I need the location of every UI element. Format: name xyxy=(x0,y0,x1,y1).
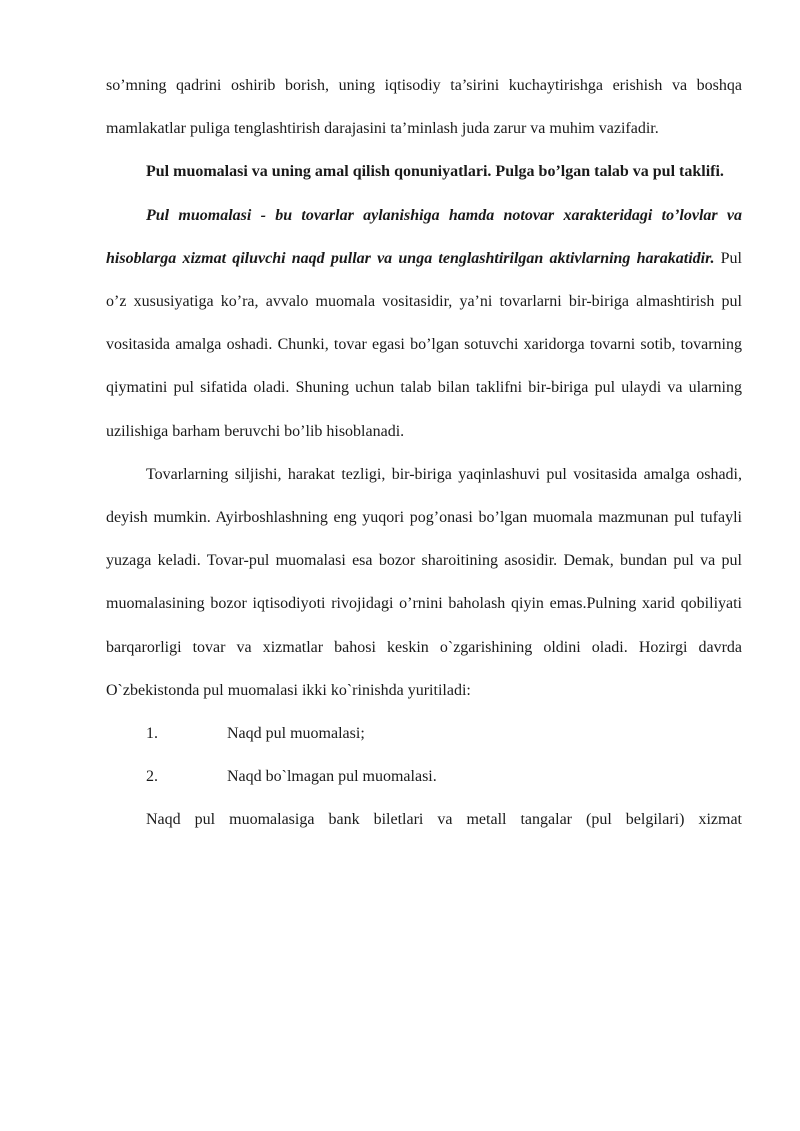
document-body xyxy=(106,64,742,842)
list-text: Naqd bo`lmagan pul muomalasi. xyxy=(227,768,437,786)
paragraph-circulation: Tovarlarning siljishi, harakat tezligi, bir-biriga yaqinlashuvi pul vositasida amalga oshadi, deyish mumkin. Ayirboshlashning eng yuqori pog’onasi bo’lgan muomala mazmunan pul tufayli yuzaga keladi. Tovar-pul muomalasi esa bozor sharoitining asosidir. Demak, bundan pul va pul muomalasining bozor iqtisodiyoti rivojidagi o’rnini baholash qiyin emas.Pulning xarid qobiliyati barqarorligi tovar va xizmatlar bahosi keskin o`zgarishining oldini oladi. Hozirgi davrda O`zbekistonda pul muomalasi ikki ko`rinishda yuritiladi: xyxy=(106,465,742,699)
list-item xyxy=(106,755,742,798)
list-text: Naqd pul muomalasi; xyxy=(227,725,365,743)
definition-continuation: Pul o’z xususiyatiga ko’ra, avvalo muomala vositasidir, ya’ni tovarlarni bir-biriga almashtirish pul vositasida amalga oshadi. Chunki, tovar egasi bo’lgan sotuvchi xaridorga tovarni sotib, tovarning qiymatini pul sifatida oladi. Shuning uchun talab bilan taklifni bir-biriga pul ulaydi va ularning uzilishiga barham beruvchi bo’lib hisoblanadi. xyxy=(106,249,743,440)
definition-text: Pul muomalasi - bu tovarlar aylanishiga hamda notovar xarakteridagi to’lovlar va hisoblarga xizmat qiluvchi naqd pullar va unga tenglashtirilgan aktivlarning harakatidir. xyxy=(106,206,742,267)
paragraph-cash: Naqd pul muomalasiga bank biletlari va metall tangalar (pul belgilari) xizmat xyxy=(146,811,742,829)
list-item xyxy=(106,712,742,755)
paragraph-intro: so’mning qadrini oshirib borish, uning iqtisodiy ta’sirini kuchaytirishga erishish va boshqa mamlakatlar puliga tenglashtirish darajasini ta’minlash juda zarur va muhim vazifadir. xyxy=(106,77,742,138)
list-number: 2. xyxy=(146,768,158,786)
paragraph-definition xyxy=(106,194,742,453)
section-heading: Pul muomalasi va uning amal qilish qonuniyatlari. Pulga bo’lgan talab va pul taklifi. xyxy=(146,163,724,181)
list-number: 1. xyxy=(146,725,158,743)
